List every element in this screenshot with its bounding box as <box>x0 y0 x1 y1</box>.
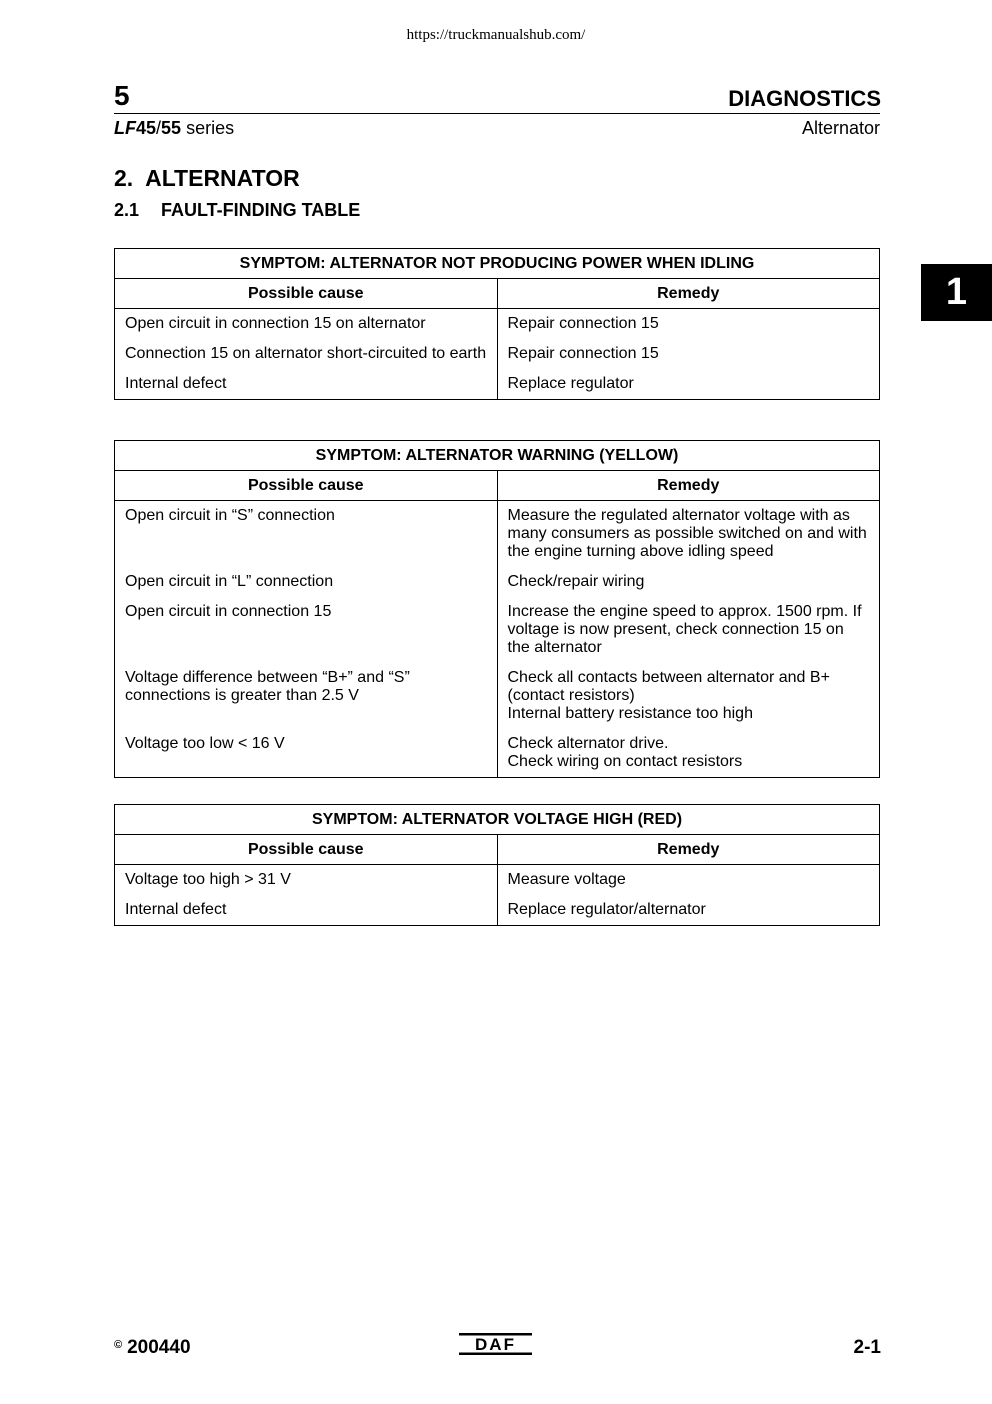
remedy-cell: Check all contacts between alternator and B+ (contact resistors) Internal battery resistance too high <box>497 663 880 729</box>
cause-cell: Open circuit in connection 15 on alternator <box>115 309 498 340</box>
cause-cell: Open circuit in “L” connection <box>115 567 498 597</box>
series-suffix: series <box>181 118 235 138</box>
cause-cell: Voltage too high > 31 V <box>115 865 498 896</box>
fault-table <box>114 248 880 400</box>
table-row <box>115 309 880 340</box>
cause-cell: Open circuit in “S” connection <box>115 501 498 568</box>
table-row <box>115 597 880 663</box>
section-name: Alternator <box>801 118 880 138</box>
symptom-header: SYMPTOM: ALTERNATOR WARNING (YELLOW) <box>115 441 880 471</box>
column-header-remedy: Remedy <box>497 279 880 309</box>
remedy-cell: Check/repair wiring <box>497 567 880 597</box>
remedy-cell: Measure the regulated alternator voltage with as many consumers as possible switched on and with the engine turning above idling speed <box>497 501 880 568</box>
subsection-heading <box>114 200 360 221</box>
series-label <box>114 118 234 139</box>
subsection-number: 2.1 <box>114 200 140 220</box>
chapter-number: 5 <box>114 80 130 111</box>
remedy-cell: Replace regulator/alternator <box>497 895 880 926</box>
subsection-title: FAULT-FINDING TABLE <box>161 200 361 220</box>
footer-code <box>114 1337 191 1359</box>
table-row <box>115 501 880 568</box>
column-header-cause: Possible cause <box>115 279 498 309</box>
cause-cell: Open circuit in connection 15 <box>115 597 498 663</box>
column-header-remedy: Remedy <box>497 835 880 865</box>
fault-table <box>114 440 880 778</box>
remedy-cell: Repair connection 15 <box>497 339 880 369</box>
table-row <box>115 729 880 778</box>
remedy-cell: Repair connection 15 <box>497 309 880 340</box>
document-code: 200440 <box>127 1337 191 1358</box>
chapter-title: DIAGNOSTICS <box>728 86 881 111</box>
table-row <box>115 663 880 729</box>
cause-cell: Connection 15 on alternator short-circuited to earth <box>115 339 498 369</box>
column-header-cause: Possible cause <box>115 835 498 865</box>
remedy-cell: Replace regulator <box>497 369 880 400</box>
table-row <box>115 369 880 400</box>
daf-logo <box>459 1333 532 1355</box>
logo-text: DAF <box>475 1335 516 1354</box>
series-separator: / <box>156 118 162 138</box>
chapter-tab-marker: 1 <box>921 264 992 321</box>
table-row <box>115 865 880 896</box>
cause-cell: Internal defect <box>115 895 498 926</box>
table-row <box>115 339 880 369</box>
cause-cell: Voltage difference between “B+” and “S” connections is greater than 2.5 V <box>115 663 498 729</box>
table-row <box>115 567 880 597</box>
column-header-cause: Possible cause <box>115 471 498 501</box>
section-heading: 2. ALTERNATOR <box>114 165 300 191</box>
remedy-cell: Check alternator drive. Check wiring on contact resistors <box>497 729 880 778</box>
cause-cell: Voltage too low < 16 V <box>115 729 498 778</box>
series-model-lf: LF <box>114 118 136 138</box>
series-model-45: 45 <box>136 118 157 138</box>
header-rule <box>114 113 880 114</box>
table-row <box>115 895 880 926</box>
symptom-header: SYMPTOM: ALTERNATOR NOT PRODUCING POWER WHEN IDLING <box>115 249 880 279</box>
source-url[interactable]: https://truckmanualshub.com/ <box>406 27 586 43</box>
cause-cell: Internal defect <box>115 369 498 400</box>
remedy-cell: Measure voltage <box>497 865 880 896</box>
fault-table <box>114 804 880 926</box>
remedy-cell: Increase the engine speed to approx. 1500 rpm. If voltage is now present, check connection 15 on the alternator <box>497 597 880 663</box>
page-number: 2-1 <box>853 1337 881 1358</box>
symptom-header: SYMPTOM: ALTERNATOR VOLTAGE HIGH (RED) <box>115 805 880 835</box>
copyright-symbol: © <box>114 1339 123 1351</box>
column-header-remedy: Remedy <box>497 471 880 501</box>
series-model-55: 55 <box>161 118 182 138</box>
